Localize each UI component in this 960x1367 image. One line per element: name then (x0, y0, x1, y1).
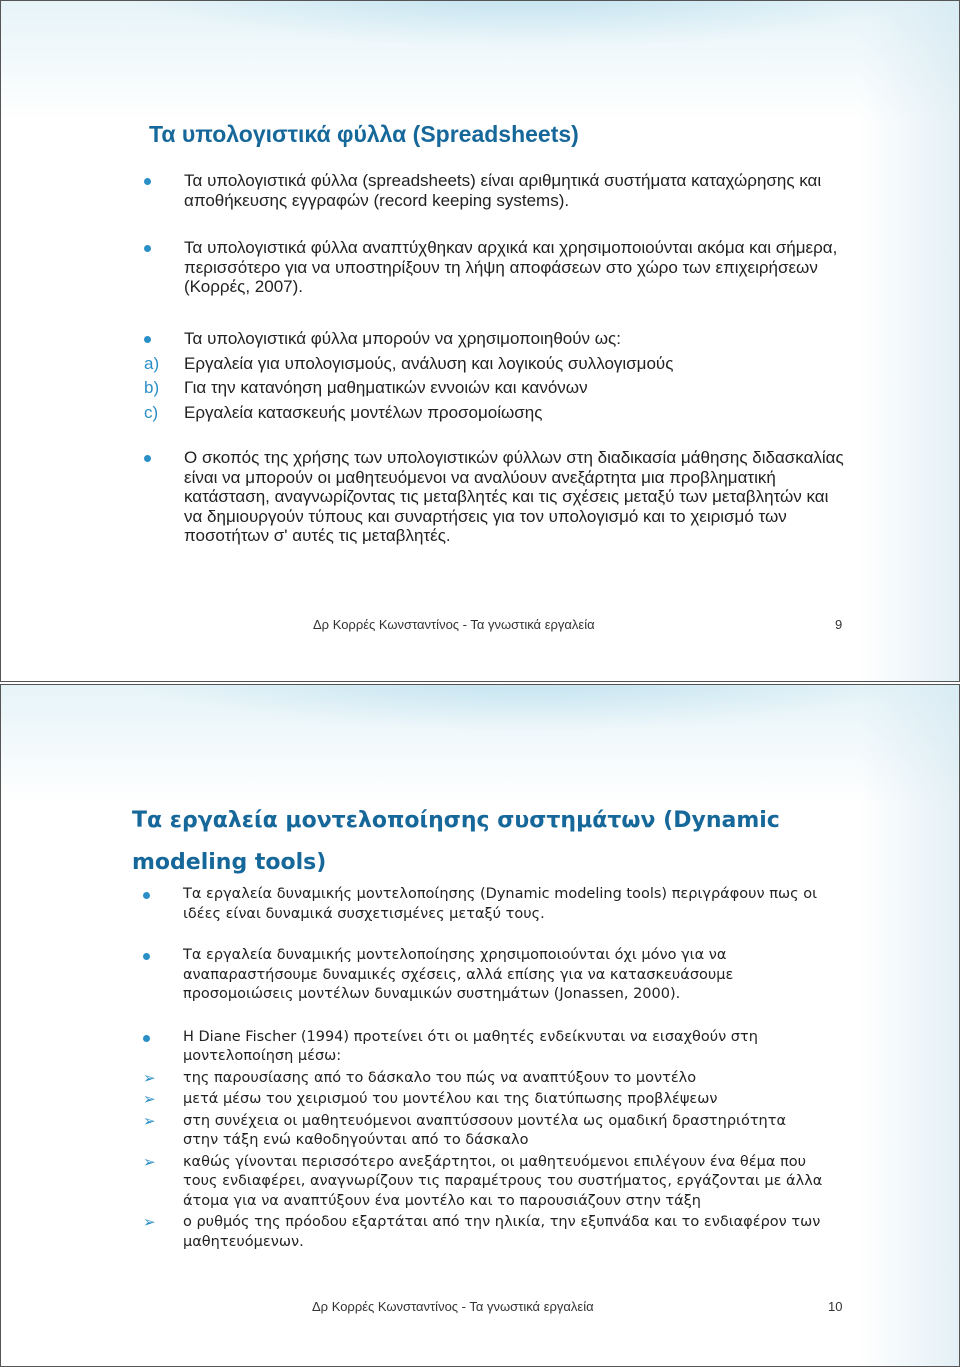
list-item (144, 329, 844, 349)
bullet-text: Τα υπολογιστικά φύλλα αναπτύχθηκαν αρχικά και χρησιμοποιούνται ακόμα και σήμερα, περισσότερο για να υποστηρίξουν τη λήψη αποφάσεων στο χώρο των επιχειρήσεων (Κορρές, 2007). (184, 238, 838, 296)
round-bullet-icon (144, 455, 151, 462)
list-item (144, 403, 844, 423)
slide-footer: Δρ Κορρές Κωνσταντίνος - Τα γνωστικά εργαλεία (313, 617, 595, 632)
slide-side-decoration (859, 685, 959, 1366)
list-item (144, 378, 844, 398)
slide-9 (0, 0, 960, 682)
round-bullet-icon (144, 178, 151, 185)
round-bullet-icon (143, 892, 150, 899)
page-number: 9 (835, 617, 843, 632)
bullet-list (144, 171, 844, 546)
round-bullet-icon (144, 336, 151, 343)
sub-bullet-text: μετά μέσω του χειρισμού του μοντέλου και της διατύπωσης προβλέψεων (183, 1091, 718, 1107)
list-item (143, 1028, 823, 1067)
slide-title: Τα υπολογιστικά φύλλα (Spreadsheets) (149, 121, 579, 147)
slide-background-decoration (1, 1, 959, 121)
list-item (143, 1153, 823, 1212)
sub-bullet-text: καθώς γίνονται περισσότερο ανεξάρτητοι, οι μαθητευόμενοι επιλέγουν ένα θέμα που τους ενδιαφέρει, αναγνωρίζουν τις παραμέτρους του συστήματος, εργάζονται με άλλα άτομα για να αναπτύξουν ένα μοντέλο και το παρουσιάζουν στην τάξη (183, 1153, 823, 1209)
list-item (144, 448, 844, 546)
list-item (143, 1112, 823, 1151)
slide-title: Τα εργαλεία μοντελοποίησης συστημάτων (Dynamic modeling tools) (132, 808, 780, 875)
bullet-text: Ο σκοπός της χρήσης των υπολογιστικών φύλλων στη διαδικασία μάθησης διδασκαλίας είναι να μπορούν οι μαθητευόμενοι να αναλύουν ανεξάρτητα μια προβληματική κατάσταση, αναγνωρίζοντας τις μεταβλητές και τις σχέσεις μεταξύ των μεταβλητών και να δημιουργούν τύπους και συναρτήσεις για τον υπολογισμό και το χειρισμό των ποσοτήτων σ' αυτές τις μεταβλητές. (184, 448, 844, 545)
round-bullet-icon (143, 953, 150, 960)
slide-footer: Δρ Κορρές Κωνσταντίνος - Τα γνωστικά εργαλεία (312, 1299, 594, 1314)
arrowhead-bullet-icon: ➢ (143, 1152, 156, 1171)
round-bullet-icon (144, 245, 151, 252)
round-bullet-icon (143, 1035, 150, 1042)
slide-background-decoration (1, 685, 959, 805)
list-text: Εργαλεία για υπολογισμούς, ανάλυση και λογικούς συλλογισμούς (184, 353, 674, 373)
list-item (143, 1090, 823, 1110)
arrowhead-bullet-icon: ➢ (143, 1213, 156, 1231)
bullet-text: Τα υπολογιστικά φύλλα μπορούν να χρησιμοποιηθούν ως: (184, 329, 621, 348)
bullet-list (143, 885, 823, 1252)
list-text: Για την κατανόηση μαθηματικών εννοιών και κανόνων (184, 378, 588, 397)
sub-bullet-text: ο ρυθμός της πρόοδου εξαρτάται από την ηλικία, την εξυπνάδα και το ενδιαφέρον των μαθητευόμενων. (183, 1214, 821, 1250)
slide-side-decoration (859, 1, 959, 681)
list-marker: c) (144, 402, 159, 422)
list-item (143, 1069, 823, 1089)
arrowhead-bullet-icon: ➢ (143, 1068, 156, 1087)
list-item (144, 354, 844, 374)
arrowhead-bullet-icon: ➢ (143, 1111, 156, 1130)
list-item (143, 885, 823, 924)
page-number: 10 (828, 1299, 843, 1314)
bullet-text: Τα εργαλεία δυναμικής μοντελοποίησης (Dynamic modeling tools) περιγράφουν πως οι ιδέες είναι δυναμικά συσχετισμένες μεταξύ τους. (183, 886, 818, 922)
bullet-text: Τα εργαλεία δυναμικής μοντελοποίησης χρησιμοποιούνται όχι μόνο για να αναπαραστήσουμε δυναμικές σχέσεις, αλλά επίσης για να κατασκευάσουμε προσομοιώσεις μοντέλων δυναμικών συστημάτων (Jonassen, 2000). (183, 947, 734, 1002)
bullet-text: Η Diane Fischer (1994) προτείνει ότι οι μαθητές ενδείκνυται να εισαχθούν στη μοντελοποίηση μέσω: (183, 1028, 758, 1064)
list-text: Εργαλεία κατασκευής μοντέλων προσομοίωσης (184, 402, 543, 422)
list-item (144, 238, 844, 296)
sub-bullet-text: της παρουσίασης από το δάσκαλο του πώς να αναπτύξουν το μοντέλο (183, 1069, 697, 1086)
list-marker: a) (144, 353, 160, 373)
list-item (143, 1213, 823, 1252)
sub-bullet-text: στη συνέχεια οι μαθητευόμενοι αναπτύσσουν μοντέλα ως ομαδική δραστηριότητα στην τάξη ενώ καθοδηγούνται από το δάσκαλο (183, 1112, 787, 1148)
bullet-text: Τα υπολογιστικά φύλλα (spreadsheets) είναι αριθμητικά συστήματα καταχώρησης και αποθήκευσης εγγραφών (record keeping systems). (184, 171, 822, 210)
arrowhead-bullet-icon: ➢ (143, 1090, 156, 1108)
list-marker: b) (144, 378, 160, 397)
list-item (143, 946, 823, 1005)
list-item (144, 171, 844, 211)
